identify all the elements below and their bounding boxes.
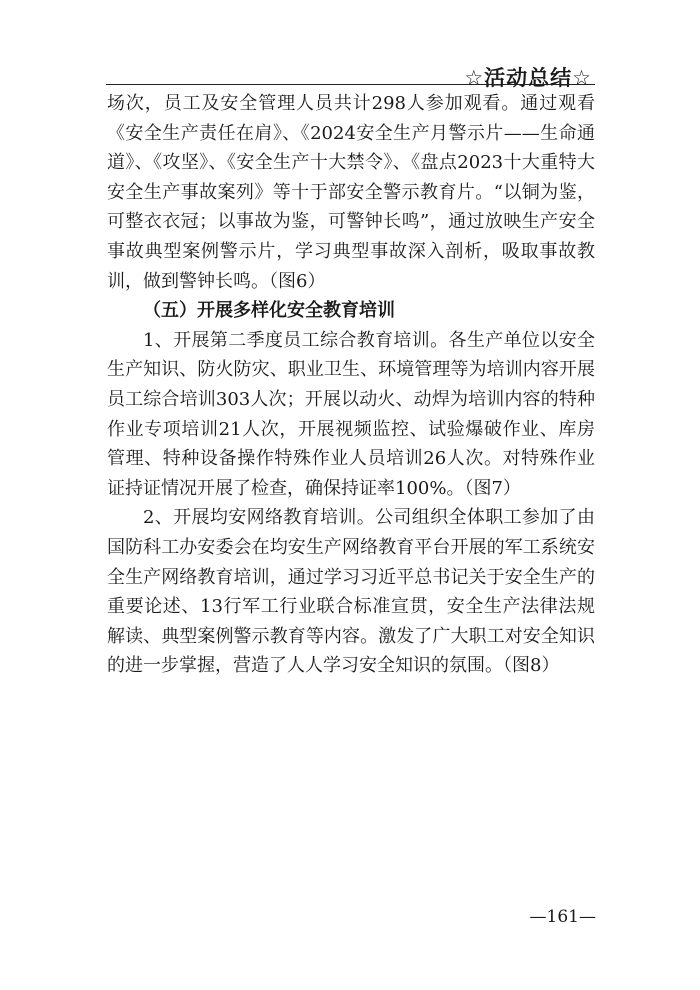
running-header: ☆活动总结☆ bbox=[464, 66, 592, 90]
paragraph-training-quarterly: 1、开展第二季度员工综合教育培训。各生产单位以安全生产知识、防火防灾、职业卫生、环境管理等为培训内容开展员工综合培训303人次；开展以动火、动焊为培训内容的特种作业专项培训21人次，开展视频监控、试验爆破作业、库房管理、特种设备操作特殊作业人员培训26人次。对特殊作业证持证情况开展了检查，确保持证率100%。（图7） bbox=[107, 329, 595, 499]
page-number: —161— bbox=[529, 907, 596, 927]
header-rule bbox=[106, 84, 595, 85]
section-heading: （五）开展多样化安全教育培训 bbox=[143, 300, 395, 322]
paragraph-continued: 场次，员工及安全管理人员共计298人参加观看。通过观看《安全生产责任在肩》、《2024安全生产月警示片——生命通道》、《攻坚》、《安全生产十大禁令》、《盘点2023十大重特大安全生产事故案列》等十于部安全警示教育片。“以铜为鉴，可整衣衣冠；以事故为鉴，可警钟长鸣”，通过放映生产安全事故典型案例警示片，学习典型事故深入剖析，吸取事故教训，做到警钟长鸣。（图6） bbox=[107, 93, 595, 292]
page-body bbox=[107, 89, 595, 681]
paragraph-training-online: 2、开展均安网络教育培训。公司组织全体职工参加了由国防科工办安委会在均安生产网络教育平台开展的军工系统安全生产网络教育培训，通过学习习近平总书记关于安全生产的重要论述、13行军工行业联合标准宣贯，安全生产法律法规解读、典型案例警示教育等内容。激发了广大职工对安全知识的进一步掌握，营造了人人学习安全知识的氛围。（图8） bbox=[107, 507, 595, 677]
